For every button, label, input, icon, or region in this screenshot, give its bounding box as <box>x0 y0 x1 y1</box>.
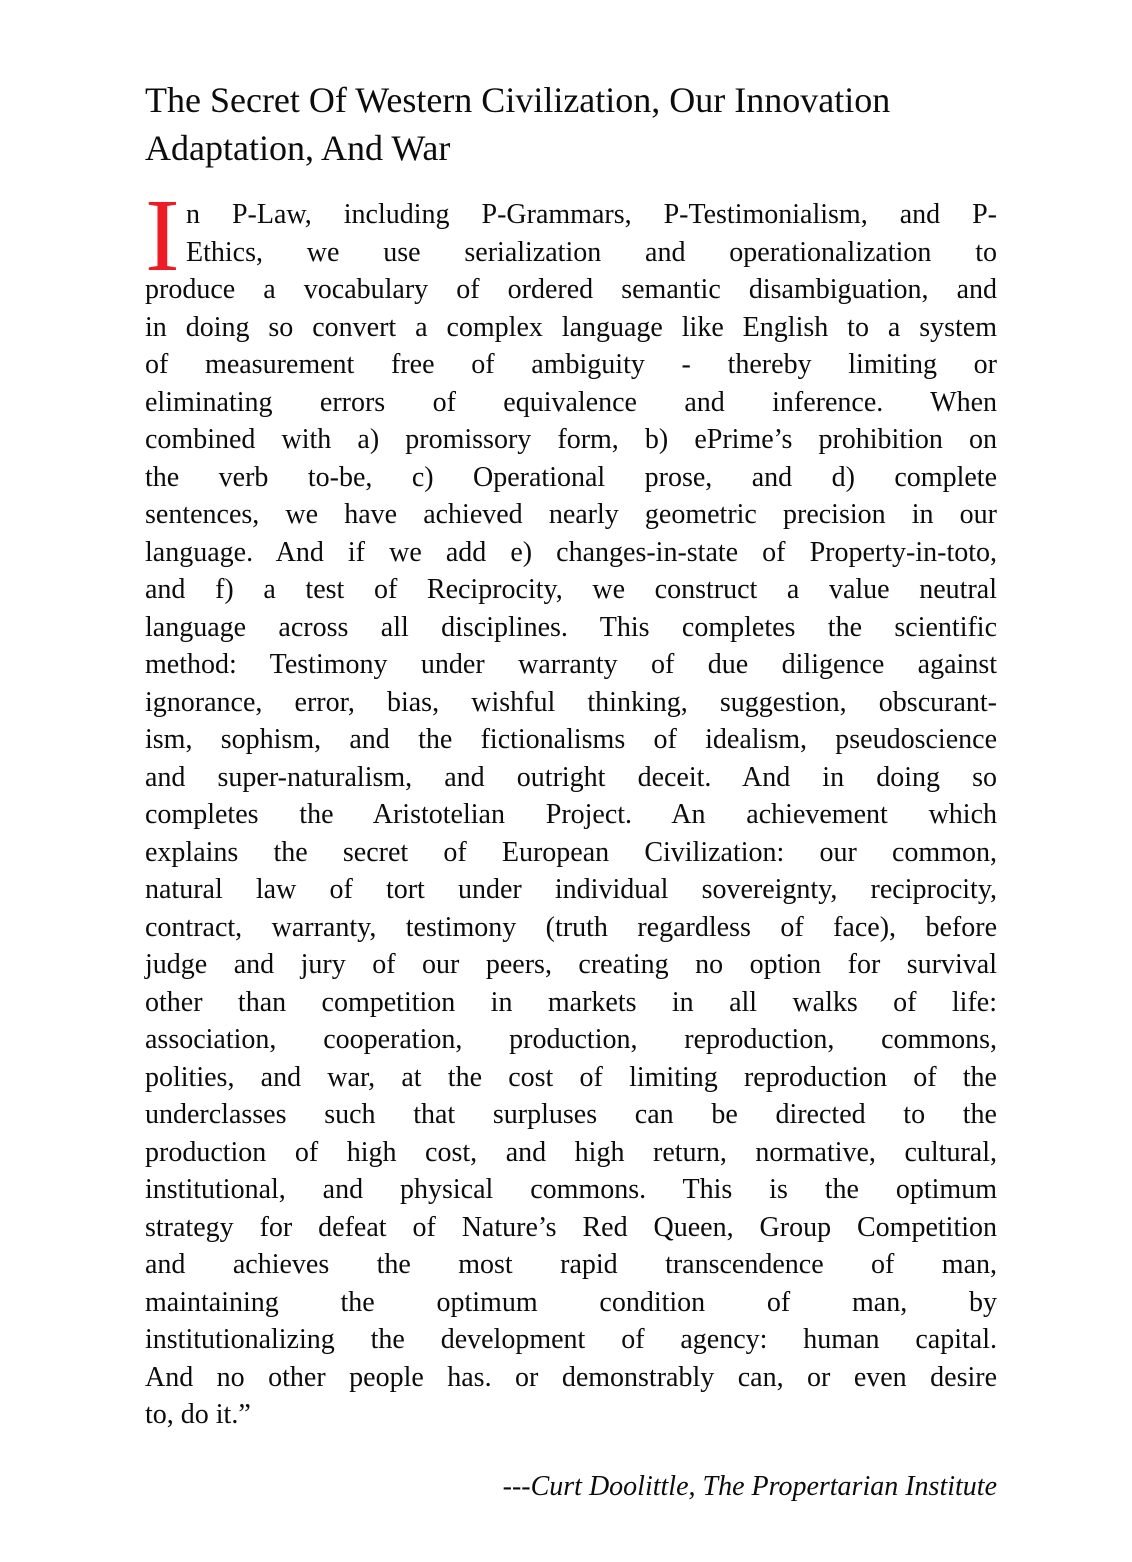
body-line: ignorance, error, bias, wishful thinking, suggestion, obscurant- <box>145 686 997 718</box>
body-line: in doing so convert a complex language like English to a system <box>145 311 997 343</box>
attribution-text: ---Curt Doolittle, The Propertarian Institute <box>502 1470 997 1502</box>
body-line: and f) a test of Reciprocity, we construct a value neutral <box>145 574 997 605</box>
body-line: language. And if we add e) changes-in-state of Property-in-toto, <box>145 536 997 568</box>
body-line: and achieves the most rapid transcendence of man, <box>145 1249 997 1280</box>
body-lines <box>145 178 997 1434</box>
body-line: explains the secret of European Civilization: our common, <box>145 836 997 868</box>
body-line: eliminating errors of equivalence and inference. When <box>145 386 997 418</box>
body-line: and super-naturalism, and outright deceit. And in doing so <box>145 761 997 793</box>
body-line: produce a vocabulary of ordered semantic disambiguation, and <box>145 274 997 305</box>
body-line: completes the Aristotelian Project. An achievement which <box>145 799 997 830</box>
body-line: strategy for defeat of Nature’s Red Queen, Group Competition <box>145 1211 997 1243</box>
body-line: maintaining the optimum condition of man, by <box>145 1286 997 1318</box>
body-line: language across all disciplines. This completes the scientific <box>145 611 997 643</box>
dropcap-letter: I <box>145 178 180 293</box>
body-line: sentences, we have achieved nearly geometric precision in our <box>145 499 997 530</box>
body-line: judge and jury of our peers, creating no option for survival <box>145 949 997 980</box>
body-line: association, cooperation, production, reproduction, commons, <box>145 1024 997 1055</box>
document-title <box>145 76 997 172</box>
body-line: combined with a) promissory form, b) ePrime’s prohibition on <box>145 424 997 455</box>
body-line: ism, sophism, and the fictionalisms of idealism, pseudoscience <box>145 724 997 755</box>
body-line: of measurement free of ambiguity - thereby limiting or <box>145 349 997 380</box>
body-line: to, do it.” <box>145 1399 251 1430</box>
body-line: institutional, and physical commons. This is the optimum <box>145 1174 997 1205</box>
body-line: production of high cost, and high return, normative, cultural, <box>145 1136 997 1168</box>
body-line: Ethics, we use serialization and operationalization to <box>186 236 997 268</box>
body-line: natural law of tort under individual sovereignty, reciprocity, <box>145 874 997 905</box>
body-line: underclasses such that surpluses can be directed to the <box>145 1099 997 1130</box>
document-title-line-2: Adaptation, And War <box>145 128 451 168</box>
body-line: contract, warranty, testimony (truth regardless of face), before <box>145 911 997 943</box>
document-title-line-1: The Secret Of Western Civilization, Our Innovation <box>145 80 891 120</box>
body-paragraph <box>145 178 997 1434</box>
body-line: polities, and war, at the cost of limiting reproduction of the <box>145 1061 997 1093</box>
body-line: method: Testimony under warranty of due diligence against <box>145 649 997 680</box>
body-line: And no other people has. or demonstrably can, or even desire <box>145 1361 997 1393</box>
body-line: n P-Law, including P-Grammars, P-Testimonialism, and P- <box>186 199 997 230</box>
page-content <box>145 76 997 1505</box>
body-line: other than competition in markets in all walks of life: <box>145 986 997 1018</box>
body-line: the verb to-be, c) Operational prose, and d) complete <box>145 461 997 493</box>
body-line: institutionalizing the development of agency: human capital. <box>145 1324 997 1355</box>
